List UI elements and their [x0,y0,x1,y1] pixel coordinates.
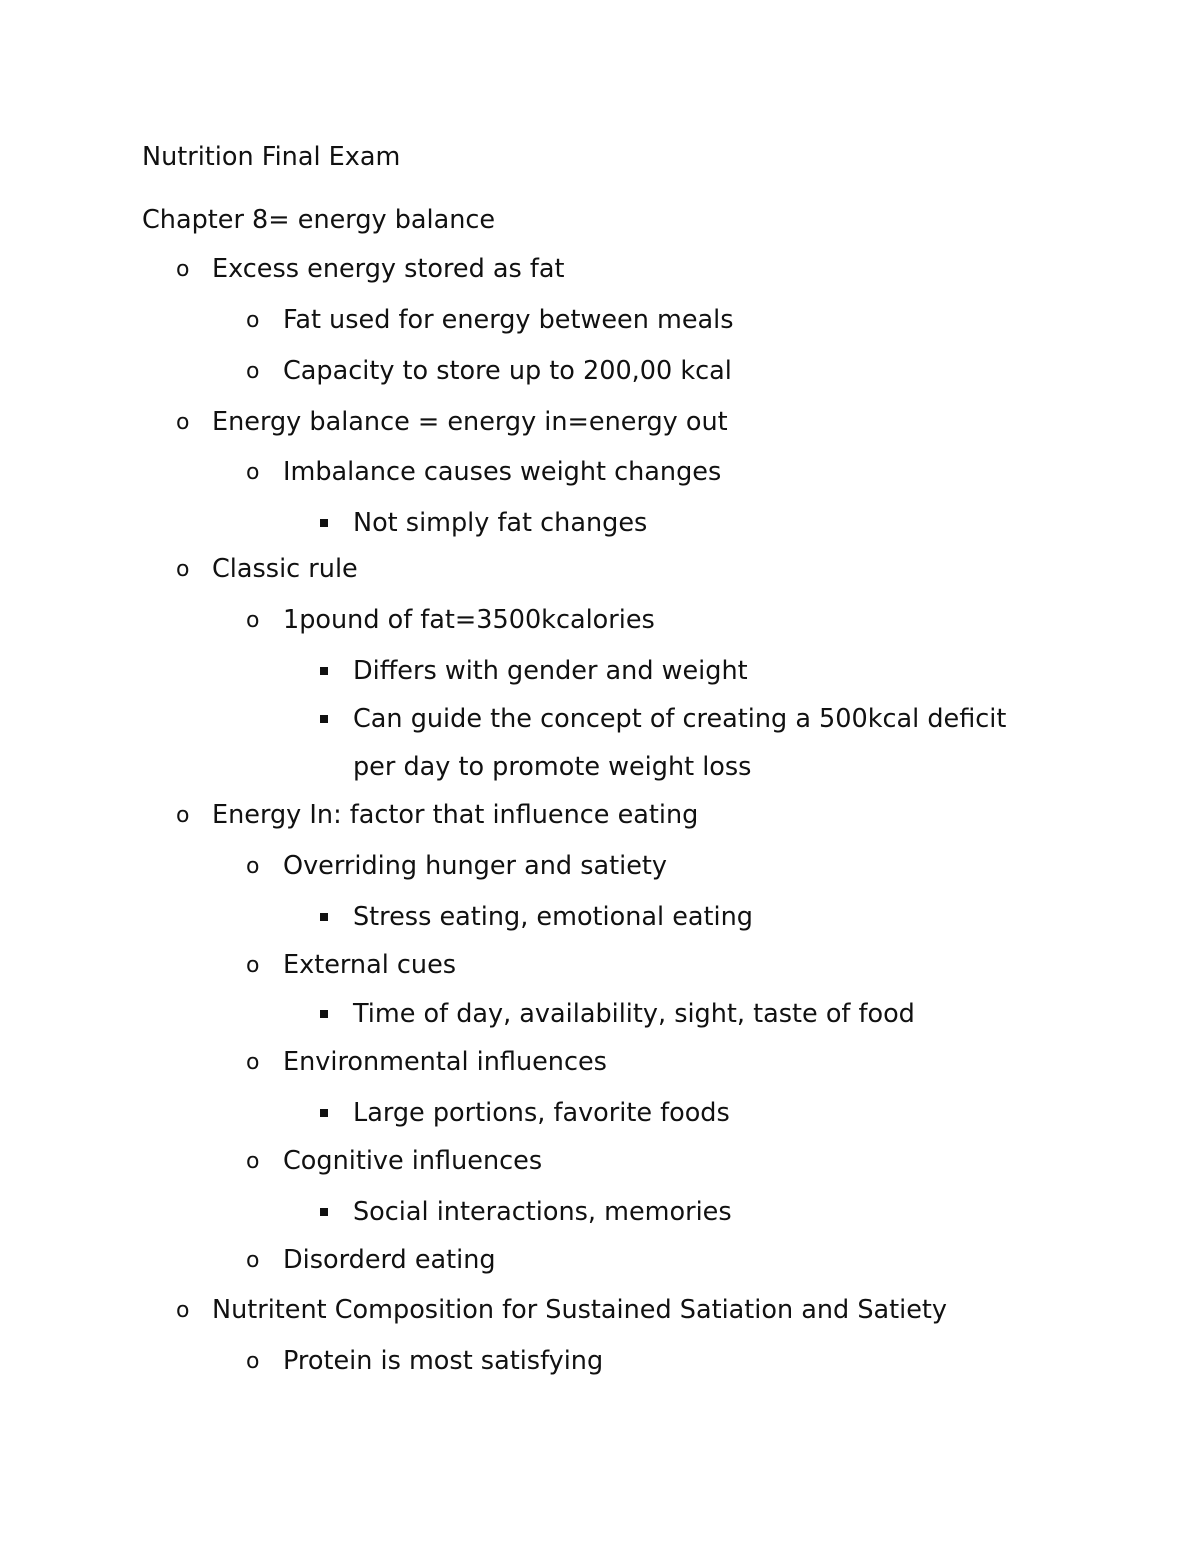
document-page: Nutrition Final Exam Chapter 8= energy balance o Excess energy stored as fat o Fat used for energy between meals o Capacity to store up to 200,00 kcal o Energy balance = energy in=energy out o Imbalance causes weight changes Not simply fat changes o Classic rule o 1pound of fat=3500kcalories Differs with gender and weight Can guide the concept of creating a 500kcal deficit per day to promote weight loss o Energy In: factor that influence eating o Overriding hunger and satiety Stress eating, emotional eating o External cues Time of day, availability, sight, taste of food o Environmental influences Large portions, favorite foods o Cognitive influences Social interactions, memories o Disorderd eating o Nutritent Composition for Sustained Satiation and Satiety o Protein is most satisfying [142,142,1007,1376]
square-bullet-icon [320,519,328,527]
hollow-bullet-icon: o [176,410,190,435]
hollow-bullet-icon: o [176,803,190,828]
square-bullet-icon [320,913,328,921]
square-bullet-icon [320,1208,328,1216]
hollow-bullet-icon: o [246,1248,260,1273]
hollow-bullet-icon: o [246,308,260,333]
square-bullet-icon [320,1109,328,1117]
hollow-bullet-icon: o [246,460,260,485]
hollow-bullet-icon: o [176,257,190,282]
square-bullet-icon [320,1010,328,1018]
hollow-bullet-icon: o [246,854,260,879]
hollow-bullet-icon: o [246,359,260,384]
hollow-bullet-icon: o [246,953,260,978]
hollow-bullet-icon: o [176,1298,190,1323]
hollow-bullet-icon: o [176,557,190,582]
hollow-bullet-icon: o [246,1050,260,1075]
hollow-bullet-icon: o [246,1349,260,1374]
square-bullet-icon [320,715,328,723]
hollow-bullet-icon: o [246,608,260,633]
square-bullet-icon [320,667,328,675]
hollow-bullet-icon: o [246,1149,260,1174]
